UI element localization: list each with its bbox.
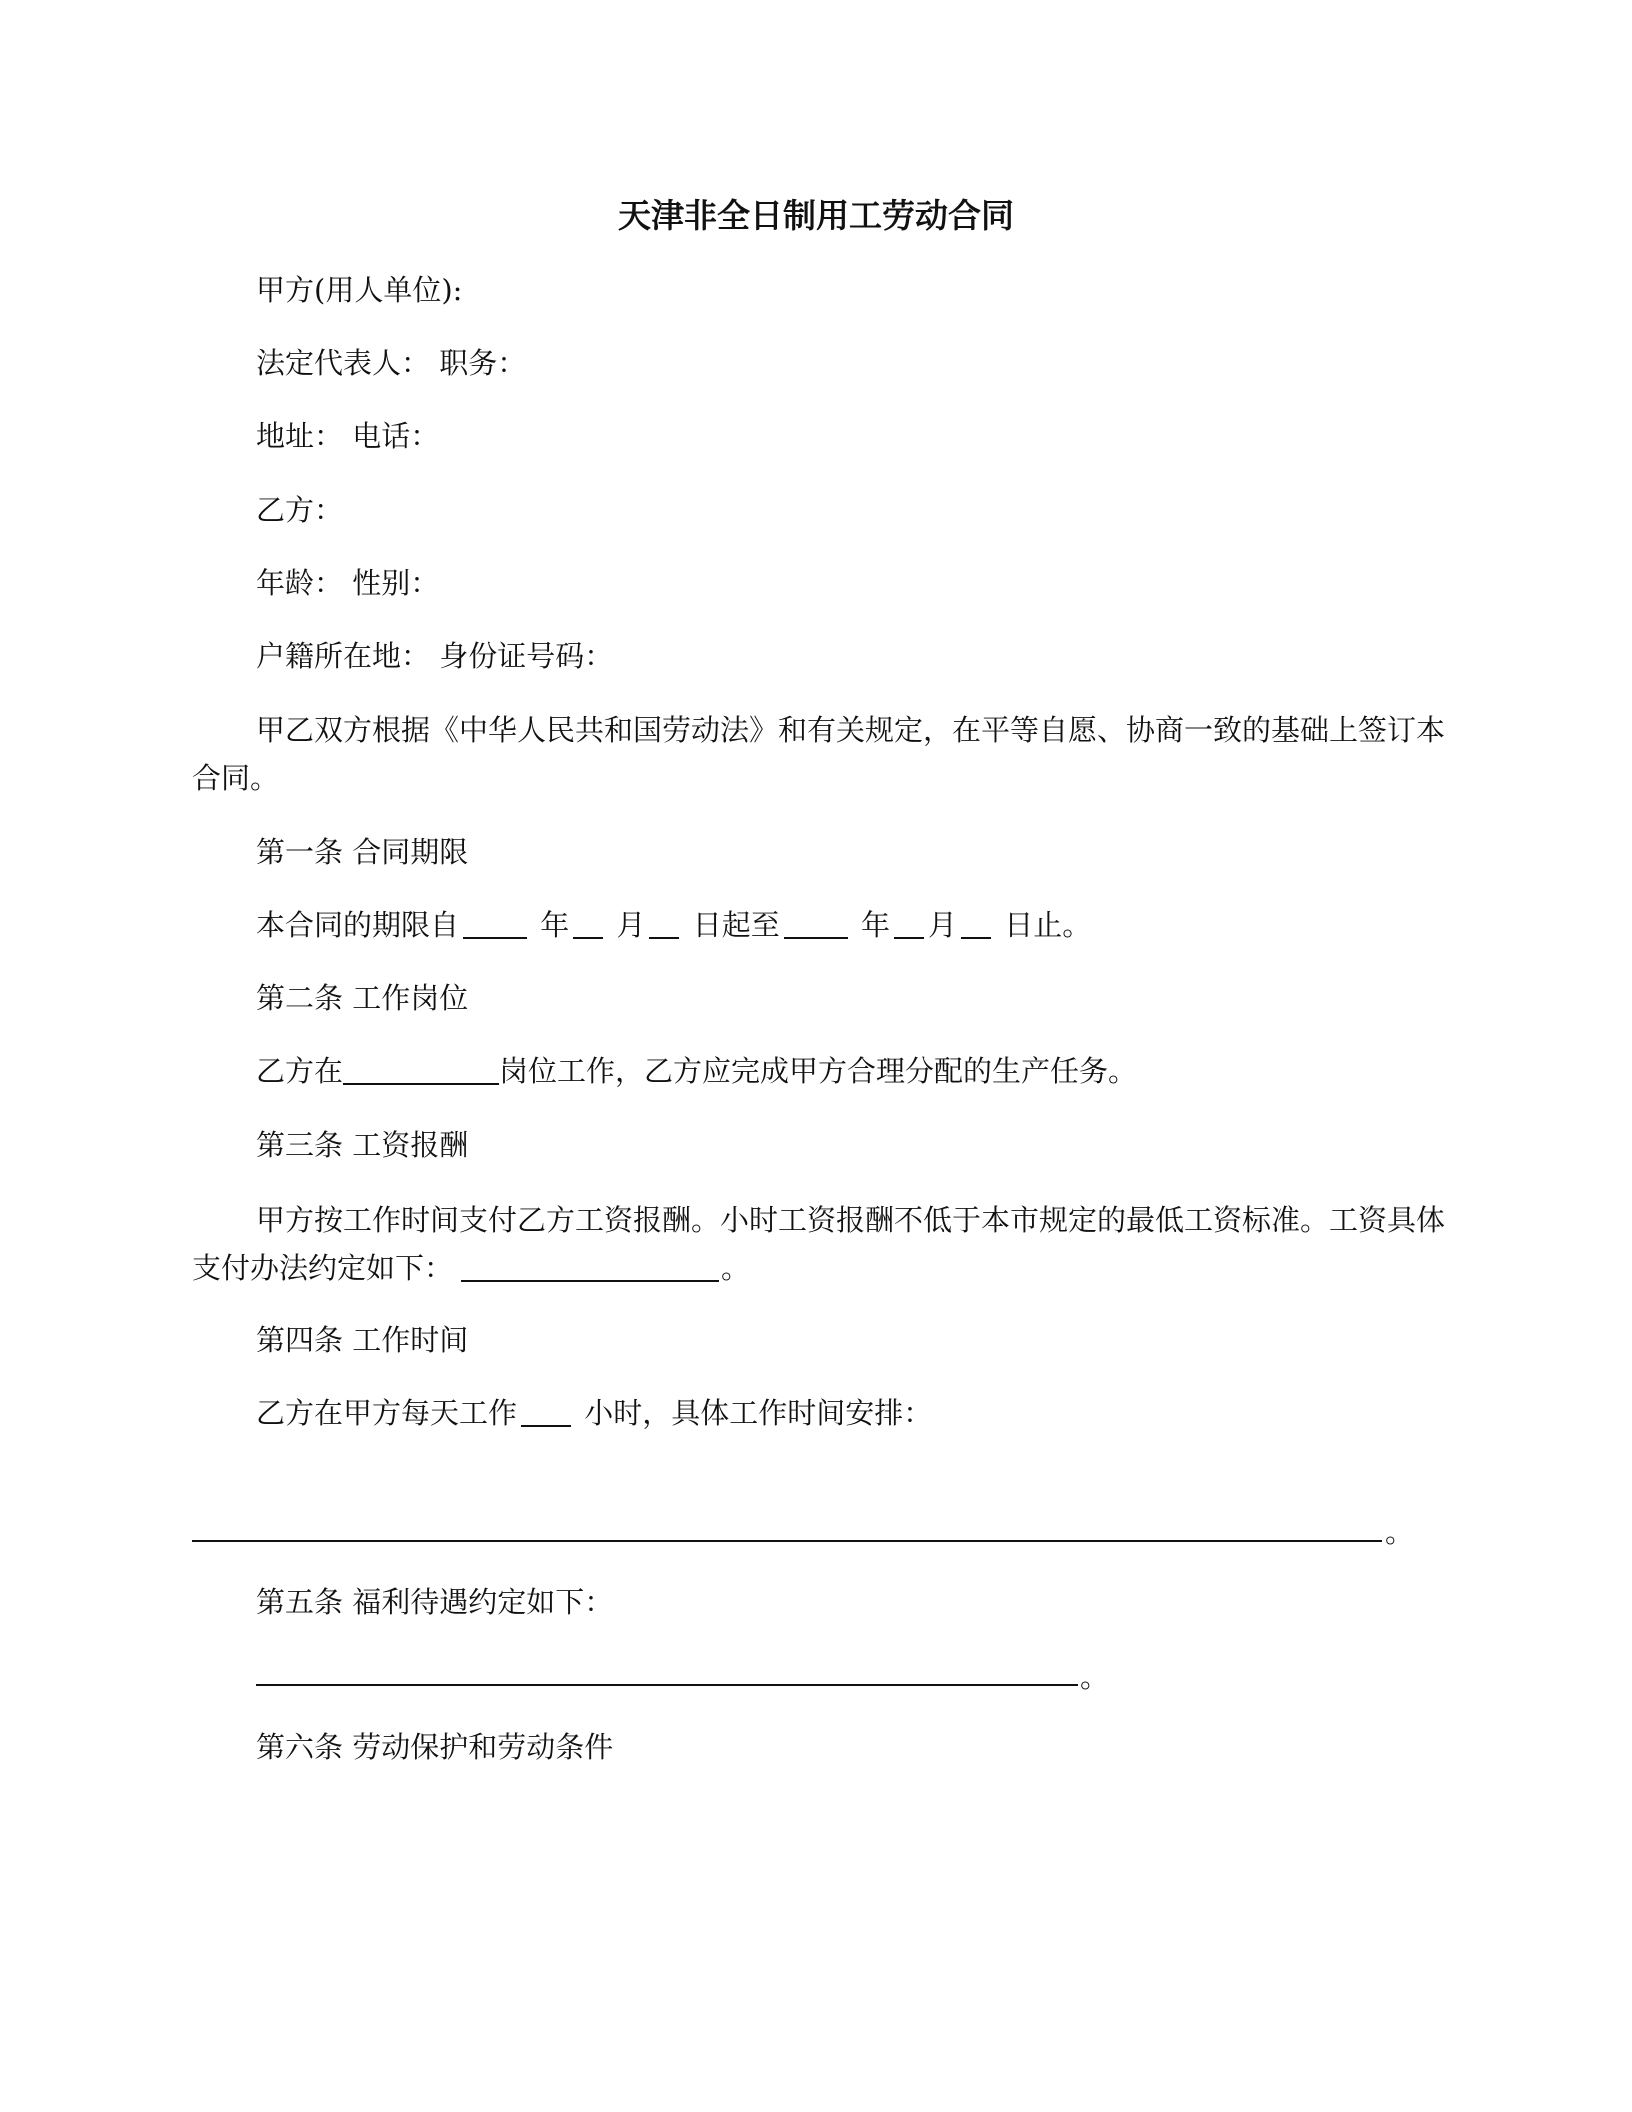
position-at-text: 乙方在: [256, 1054, 344, 1088]
end-day-blank[interactable]: [961, 907, 991, 939]
id-number-label: 身份证号码：: [439, 639, 614, 673]
party-a-line: [256, 270, 462, 310]
benefits-blank[interactable]: [256, 1684, 1078, 1686]
legal-rep-line: [256, 343, 526, 383]
day-end-text: 日止。: [1004, 908, 1092, 942]
start-year-blank[interactable]: [463, 907, 527, 939]
benefits-end: 。: [1080, 1660, 1110, 1694]
day-from-text: 日起至: [692, 908, 780, 942]
preamble-paragraph: [192, 706, 1447, 802]
age-label: 年龄：: [256, 566, 344, 600]
phone-label: 电话：: [352, 419, 440, 453]
term-from-text: 本合同的期限自: [256, 908, 460, 942]
year-text-1: 年: [540, 908, 570, 942]
article-4-title: 第四条 工作时间: [256, 1323, 469, 1357]
article-2-title: 第二条 工作岗位: [256, 981, 469, 1015]
end-year-blank[interactable]: [784, 907, 848, 939]
hours-text: 乙方在甲方每天工作: [256, 1396, 518, 1430]
wage-method-blank[interactable]: [461, 1250, 719, 1282]
month-text-2: 月: [927, 908, 957, 942]
age-line: [256, 563, 439, 603]
party-a-label: 甲方(用人单位):: [256, 273, 463, 307]
daily-hours-blank[interactable]: [521, 1395, 571, 1427]
article-1-body: [256, 905, 1091, 945]
work-schedule-end: 。: [1385, 1515, 1415, 1549]
article-3-title: 第三条 工资报酬: [256, 1128, 469, 1162]
article-3-body: [192, 1196, 1447, 1292]
article-1-title: 第一条 合同期限: [256, 835, 469, 869]
end-month-blank[interactable]: [894, 907, 924, 939]
wage-text: 甲方按工作时间支付乙方工资报酬。小时工资报酬不低于本市规定的最低工资标准。工资具体支付办法约定如下：: [192, 1203, 1446, 1285]
legal-rep-label: 法定代表人：: [256, 346, 431, 380]
position-label: 职务：: [439, 346, 527, 380]
household-line: [256, 636, 613, 676]
party-b-line: [256, 490, 343, 530]
work-schedule-blank[interactable]: [192, 1540, 1382, 1542]
document-title: 天津非全日制用工劳动合同: [618, 196, 1014, 235]
article-4-body: [256, 1393, 932, 1433]
household-label: 户籍所在地：: [256, 639, 431, 673]
position-duty-text: 岗位工作，乙方应完成甲方合理分配的生产任务。: [499, 1054, 1138, 1088]
hours-arrangement-text: 小时，具体工作时间安排：: [584, 1396, 933, 1430]
address-line: [256, 416, 439, 456]
start-day-blank[interactable]: [649, 907, 679, 939]
article-6-title: 第六条 劳动保护和劳动条件: [256, 1730, 614, 1764]
preamble-text: 甲乙双方根据《中华人民共和国劳动法》和有关规定，在平等自愿、协商一致的基础上签订本合同。: [192, 713, 1446, 795]
job-position-blank[interactable]: [343, 1053, 499, 1085]
gender-label: 性别：: [352, 566, 440, 600]
month-text-1: 月: [616, 908, 646, 942]
article-5-title: 第五条 福利待遇约定如下：: [256, 1585, 614, 1619]
article-2-body: [256, 1051, 1137, 1091]
start-month-blank[interactable]: [573, 907, 603, 939]
year-text-2: 年: [860, 908, 890, 942]
party-b-label: 乙方：: [256, 493, 344, 527]
address-label: 地址：: [256, 419, 344, 453]
wage-end: 。: [721, 1251, 751, 1285]
